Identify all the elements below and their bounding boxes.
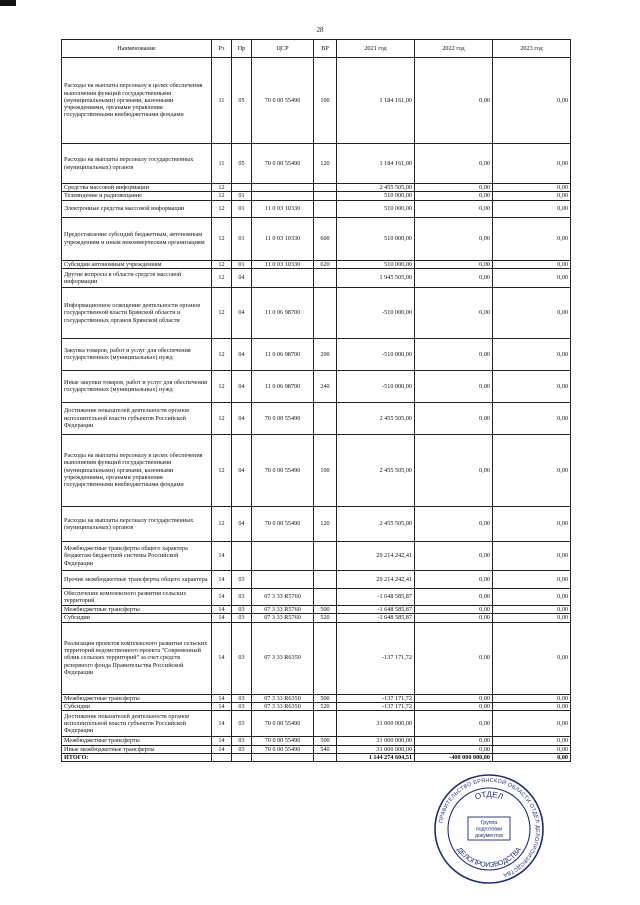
cell-pr: 03	[232, 614, 252, 622]
cell-value-2021: 510 000,00	[337, 260, 415, 268]
cell-vr: 120	[314, 144, 337, 184]
cell-pr: 03	[232, 737, 252, 745]
cell-value-2021: 31 000 000,00	[337, 711, 415, 737]
cell-pr	[232, 184, 252, 192]
cell-value-2023: 0,00	[493, 711, 571, 737]
table-row	[62, 605, 571, 613]
cell-pr: 04	[232, 434, 252, 506]
cell-value-2022: 0,00	[415, 506, 493, 541]
cell-name: Достижение показателей деятельности органов исполнительной власти субъектов Российской Федерации	[62, 402, 212, 434]
cell-rz: 14	[212, 711, 232, 737]
header-name: Наименование	[62, 40, 212, 58]
cell-name: Иные закупки товаров, работ и услуг для обеспечения государственных (муниципальных) нужд	[62, 370, 212, 402]
cell-pr: 01	[232, 192, 252, 200]
table-row	[62, 506, 571, 541]
cell-value-2022: 0,00	[415, 737, 493, 745]
cell-csr	[252, 570, 314, 588]
cell-rz: 14	[212, 694, 232, 702]
cell-rz: 12	[212, 370, 232, 402]
table-row	[62, 217, 571, 260]
total-2023: 0,00	[493, 753, 571, 761]
table-row	[62, 268, 571, 287]
stamp-inner-top: ОТДЕЛ	[473, 790, 505, 802]
table-row	[62, 694, 571, 702]
cell	[314, 753, 337, 761]
cell-rz: 14	[212, 541, 232, 570]
cell-value-2023: 0,00	[493, 144, 571, 184]
total-label: ИТОГО:	[62, 753, 212, 761]
cell-name: Средства массовой информации	[62, 184, 212, 192]
page-number: 28	[316, 26, 324, 34]
cell-value-2022: 0,00	[415, 605, 493, 613]
table-row	[62, 58, 571, 144]
cell-csr: 11 0 03 10330	[252, 217, 314, 260]
table-row	[62, 260, 571, 268]
cell-value-2023: 0,00	[493, 402, 571, 434]
cell-pr: 03	[232, 622, 252, 694]
cell	[232, 753, 252, 761]
total-row	[62, 753, 571, 761]
cell-pr: 04	[232, 338, 252, 370]
cell-csr: 07 3 33 R5760	[252, 605, 314, 613]
cell-csr: 70 0 00 55490	[252, 402, 314, 434]
cell-value-2021: -510 000,00	[337, 338, 415, 370]
cell-value-2022: 0,00	[415, 541, 493, 570]
table-header-row	[62, 40, 571, 58]
cell-value-2021: -1 648 585,87	[337, 605, 415, 613]
cell-rz: 12	[212, 260, 232, 268]
cell-pr: 01	[232, 200, 252, 217]
cell-value-2023: 0,00	[493, 506, 571, 541]
cell-rz: 14	[212, 588, 232, 605]
cell-vr: 500	[314, 737, 337, 745]
cell-rz: 12	[212, 338, 232, 370]
cell-value-2023: 0,00	[493, 268, 571, 287]
header-2021: 2021 год	[337, 40, 415, 58]
cell-value-2021: 2 455 505,00	[337, 506, 415, 541]
header-vr: ВР	[314, 40, 337, 58]
cell-value-2023: 0,00	[493, 287, 571, 338]
cell-value-2023: 0,00	[493, 588, 571, 605]
cell-rz: 14	[212, 622, 232, 694]
cell-value-2021: 2 455 505,00	[337, 402, 415, 434]
cell-value-2021: 2 455 505,00	[337, 434, 415, 506]
budget-table	[61, 39, 571, 762]
cell-csr: 11 0 06 98700	[252, 370, 314, 402]
cell-value-2021: 31 000 000,00	[337, 745, 415, 753]
cell-value-2022: 0,00	[415, 287, 493, 338]
cell-name: Информационное освещение деятельности органов государственной власти Брянской области и государственных органов Брянской области	[62, 287, 212, 338]
cell-csr: 11 0 06 98700	[252, 338, 314, 370]
cell-csr: 11 0 03 10330	[252, 260, 314, 268]
corner-mark	[0, 0, 16, 6]
table-row	[62, 702, 571, 710]
header-2022: 2022 год	[415, 40, 493, 58]
cell-rz: 14	[212, 745, 232, 753]
table-row	[62, 570, 571, 588]
table-row	[62, 614, 571, 622]
cell-csr: 11 0 03 10330	[252, 200, 314, 217]
table-row	[62, 737, 571, 745]
cell-pr: 04	[232, 506, 252, 541]
cell-value-2022: 0,00	[415, 694, 493, 702]
cell-value-2022: 0,00	[415, 58, 493, 144]
cell-value-2022: 0,00	[415, 711, 493, 737]
stamp-inner-bottom: ДЕЛОПРОИЗВОДСТВА	[455, 846, 523, 870]
cell-vr	[314, 200, 337, 217]
header-rz: Рз	[212, 40, 232, 58]
cell-csr: 70 0 00 55490	[252, 737, 314, 745]
cell-pr: 03	[232, 745, 252, 753]
cell-name: Иные межбюджетные трансферты	[62, 745, 212, 753]
table-row	[62, 541, 571, 570]
header-pr: Пр	[232, 40, 252, 58]
table-row	[62, 184, 571, 192]
cell-value-2023: 0,00	[493, 622, 571, 694]
cell-pr: 05	[232, 58, 252, 144]
cell-vr: 240	[314, 370, 337, 402]
cell-value-2022: 0,00	[415, 200, 493, 217]
cell-csr: 70 0 00 55490	[252, 711, 314, 737]
cell-csr: 70 0 00 55490	[252, 144, 314, 184]
cell-value-2021: 31 000 000,00	[337, 737, 415, 745]
cell-value-2023: 0,00	[493, 570, 571, 588]
stamp-center-line-3: документов	[474, 833, 504, 839]
cell-vr	[314, 588, 337, 605]
cell-name: Электронные средства массовой информации	[62, 200, 212, 217]
cell-value-2022: 0,00	[415, 260, 493, 268]
cell-rz: 11	[212, 58, 232, 144]
cell-vr	[314, 541, 337, 570]
cell-vr	[314, 287, 337, 338]
cell-vr	[314, 192, 337, 200]
cell-value-2022: 0,00	[415, 217, 493, 260]
cell-name: Межбюджетные трансферты	[62, 605, 212, 613]
cell-csr	[252, 184, 314, 192]
cell-csr	[252, 541, 314, 570]
cell-name: Телевидение и радиовещание	[62, 192, 212, 200]
cell-name: Другие вопросы в области средств массовой информации	[62, 268, 212, 287]
cell-vr: 500	[314, 694, 337, 702]
cell-value-2022: 0,00	[415, 338, 493, 370]
cell-pr: 05	[232, 144, 252, 184]
cell-value-2022: 0,00	[415, 570, 493, 588]
stamp-center-line-2: подготовки	[475, 826, 503, 833]
cell-vr: 120	[314, 506, 337, 541]
table-row	[62, 588, 571, 605]
cell-pr: 04	[232, 287, 252, 338]
cell-pr: 03	[232, 588, 252, 605]
cell-rz: 12	[212, 184, 232, 192]
cell-vr	[314, 184, 337, 192]
stamp-center-line-1: Группа	[480, 820, 498, 826]
cell-rz: 14	[212, 737, 232, 745]
table-body	[62, 58, 571, 754]
cell-value-2021: 510 000,00	[337, 200, 415, 217]
header-2023: 2023 год	[493, 40, 571, 58]
cell-value-2022: 0,00	[415, 622, 493, 694]
cell-rz: 14	[212, 605, 232, 613]
cell-rz: 12	[212, 402, 232, 434]
cell-pr	[232, 541, 252, 570]
cell-value-2023: 0,00	[493, 737, 571, 745]
cell-rz: 12	[212, 192, 232, 200]
cell-csr: 70 0 00 55490	[252, 58, 314, 144]
cell-value-2023: 0,00	[493, 200, 571, 217]
cell-name: Межбюджетные трансферты общего характера бюджетам бюджетной системы Российской Федерации	[62, 541, 212, 570]
cell-name: Субсидии автономным учреждениям	[62, 260, 212, 268]
cell-value-2023: 0,00	[493, 260, 571, 268]
stamp-ring-text: ПРАВИТЕЛЬСТВО БРЯНСКОЙ ОБЛАСТИ ОТДЕЛ ДЕЛОПРОИЗВОДСТВА	[438, 777, 541, 878]
cell-value-2023: 0,00	[493, 370, 571, 402]
cell-vr: 200	[314, 338, 337, 370]
table-row	[62, 338, 571, 370]
total-2021: 1 144 274 604,51	[337, 753, 415, 761]
cell-value-2023: 0,00	[493, 192, 571, 200]
cell-rz: 14	[212, 702, 232, 710]
total-2022: -400 000 000,00	[415, 753, 493, 761]
table-row	[62, 402, 571, 434]
cell-name: Субсидии	[62, 702, 212, 710]
cell-value-2021: 1 945 505,00	[337, 268, 415, 287]
cell-value-2023: 0,00	[493, 541, 571, 570]
cell-value-2021: -137 171,72	[337, 702, 415, 710]
cell-value-2022: 0,00	[415, 144, 493, 184]
table-row	[62, 192, 571, 200]
cell-vr: 500	[314, 605, 337, 613]
cell-pr: 03	[232, 702, 252, 710]
cell-value-2022: 0,00	[415, 268, 493, 287]
cell-value-2021: -510 000,00	[337, 370, 415, 402]
cell-name: Обеспечение комплексного развития сельских территорий	[62, 588, 212, 605]
table-row	[62, 370, 571, 402]
cell-csr: 07 3 33 R6350	[252, 622, 314, 694]
cell-value-2021: -510 000,00	[337, 287, 415, 338]
cell-csr: 07 3 33 R5760	[252, 614, 314, 622]
office-stamp	[433, 773, 545, 885]
cell-value-2022: 0,00	[415, 702, 493, 710]
cell-csr: 07 3 33 R5760	[252, 588, 314, 605]
cell-name: Межбюджетные трансферты	[62, 694, 212, 702]
cell-csr: 70 0 00 55490	[252, 434, 314, 506]
cell-csr: 11 0 06 98700	[252, 287, 314, 338]
cell-vr: 600	[314, 217, 337, 260]
cell-csr	[252, 268, 314, 287]
cell-value-2021: 2 455 505,00	[337, 184, 415, 192]
cell-name: Субсидии	[62, 614, 212, 622]
cell-csr: 07 3 33 R6350	[252, 694, 314, 702]
table-row	[62, 434, 571, 506]
cell-value-2021: -137 171,72	[337, 622, 415, 694]
cell-rz: 12	[212, 217, 232, 260]
cell-rz: 12	[212, 506, 232, 541]
cell-pr: 03	[232, 570, 252, 588]
cell	[252, 753, 314, 761]
table-row	[62, 622, 571, 694]
cell-value-2023: 0,00	[493, 434, 571, 506]
cell-value-2022: 0,00	[415, 370, 493, 402]
cell-value-2023: 0,00	[493, 702, 571, 710]
cell-value-2022: 0,00	[415, 192, 493, 200]
cell-value-2023: 0,00	[493, 184, 571, 192]
cell-pr: 03	[232, 605, 252, 613]
cell-value-2022: 0,00	[415, 402, 493, 434]
table-row	[62, 711, 571, 737]
cell-value-2022: 0,00	[415, 184, 493, 192]
table-row	[62, 745, 571, 753]
cell-name: Расходы на выплаты персоналу в целях обеспечения выполнения функций государственными (муниципальными) органами, казенными учреждениями, органами управления государственными внебюджетными фондами	[62, 434, 212, 506]
cell-value-2023: 0,00	[493, 745, 571, 753]
cell-vr	[314, 711, 337, 737]
cell-value-2021: 1 184 161,00	[337, 58, 415, 144]
cell-value-2023: 0,00	[493, 605, 571, 613]
cell-pr: 04	[232, 402, 252, 434]
cell-pr: 03	[232, 694, 252, 702]
cell-name: Расходы на выплаты персоналу государственных (муниципальных) органов	[62, 506, 212, 541]
cell-value-2021: -137 171,72	[337, 694, 415, 702]
cell-value-2023: 0,00	[493, 614, 571, 622]
cell-name: Предоставление субсидий бюджетным, автономным учреждениям и иным некоммерческим организациям	[62, 217, 212, 260]
cell-value-2021: -1 648 585,87	[337, 614, 415, 622]
cell-rz: 12	[212, 434, 232, 506]
cell-name: Расходы на выплаты персоналу в целях обеспечения выполнения функций государственными (муниципальными) органами, казенными учреждениями, органами управления государственными внебюджетными фондами	[62, 58, 212, 144]
cell-value-2022: 0,00	[415, 588, 493, 605]
cell	[212, 753, 232, 761]
cell-name: Прочие межбюджетные трансферты общего характера	[62, 570, 212, 588]
cell-value-2021: -1 648 585,87	[337, 588, 415, 605]
cell-pr: 01	[232, 217, 252, 260]
cell-vr	[314, 402, 337, 434]
cell-value-2021: 29 214 242,41	[337, 570, 415, 588]
cell-csr: 70 0 00 55490	[252, 745, 314, 753]
cell-csr	[252, 192, 314, 200]
cell-value-2021: 510 000,00	[337, 217, 415, 260]
table-row	[62, 200, 571, 217]
cell-rz: 12	[212, 268, 232, 287]
cell-rz: 14	[212, 570, 232, 588]
cell-value-2023: 0,00	[493, 58, 571, 144]
cell-value-2023: 0,00	[493, 217, 571, 260]
table-row	[62, 287, 571, 338]
cell-pr: 01	[232, 260, 252, 268]
cell-rz: 14	[212, 614, 232, 622]
cell-pr: 04	[232, 268, 252, 287]
cell-vr	[314, 622, 337, 694]
cell-value-2021: 510 000,00	[337, 192, 415, 200]
cell-value-2023: 0,00	[493, 338, 571, 370]
cell-vr	[314, 268, 337, 287]
cell-pr: 04	[232, 370, 252, 402]
cell-value-2021: 29 214 242,41	[337, 541, 415, 570]
table-row	[62, 144, 571, 184]
cell-value-2022: 0,00	[415, 614, 493, 622]
cell-vr: 100	[314, 434, 337, 506]
cell-vr: 620	[314, 260, 337, 268]
cell-vr: 520	[314, 614, 337, 622]
cell-name: Межбюджетные трансферты	[62, 737, 212, 745]
cell-csr: 70 0 00 55490	[252, 506, 314, 541]
cell-rz: 11	[212, 144, 232, 184]
cell-csr: 07 3 33 R6350	[252, 702, 314, 710]
cell-value-2023: 0,00	[493, 694, 571, 702]
cell-value-2022: 0,00	[415, 745, 493, 753]
header-csr: ЦСР	[252, 40, 314, 58]
cell-rz: 12	[212, 287, 232, 338]
cell-name: Реализация проектов комплексного развития сельских территорий ведомственного проекта "Современный облик сельских территорий" за счет средств резервного фонда Правительства Российской Федерации	[62, 622, 212, 694]
cell-vr: 520	[314, 702, 337, 710]
cell-name: Расходы на выплаты персоналу государственных (муниципальных) органов	[62, 144, 212, 184]
cell-value-2021: 1 184 161,00	[337, 144, 415, 184]
cell-pr: 03	[232, 711, 252, 737]
cell-vr: 100	[314, 58, 337, 144]
cell-name: Закупка товаров, работ и услуг для обеспечения государственных (муниципальных) нужд	[62, 338, 212, 370]
cell-value-2022: 0,00	[415, 434, 493, 506]
cell-vr: 540	[314, 745, 337, 753]
cell-rz: 12	[212, 200, 232, 217]
cell-name: Достижение показателей деятельности органов исполнительной власти субъектов Российской Федерации	[62, 711, 212, 737]
cell-vr	[314, 570, 337, 588]
